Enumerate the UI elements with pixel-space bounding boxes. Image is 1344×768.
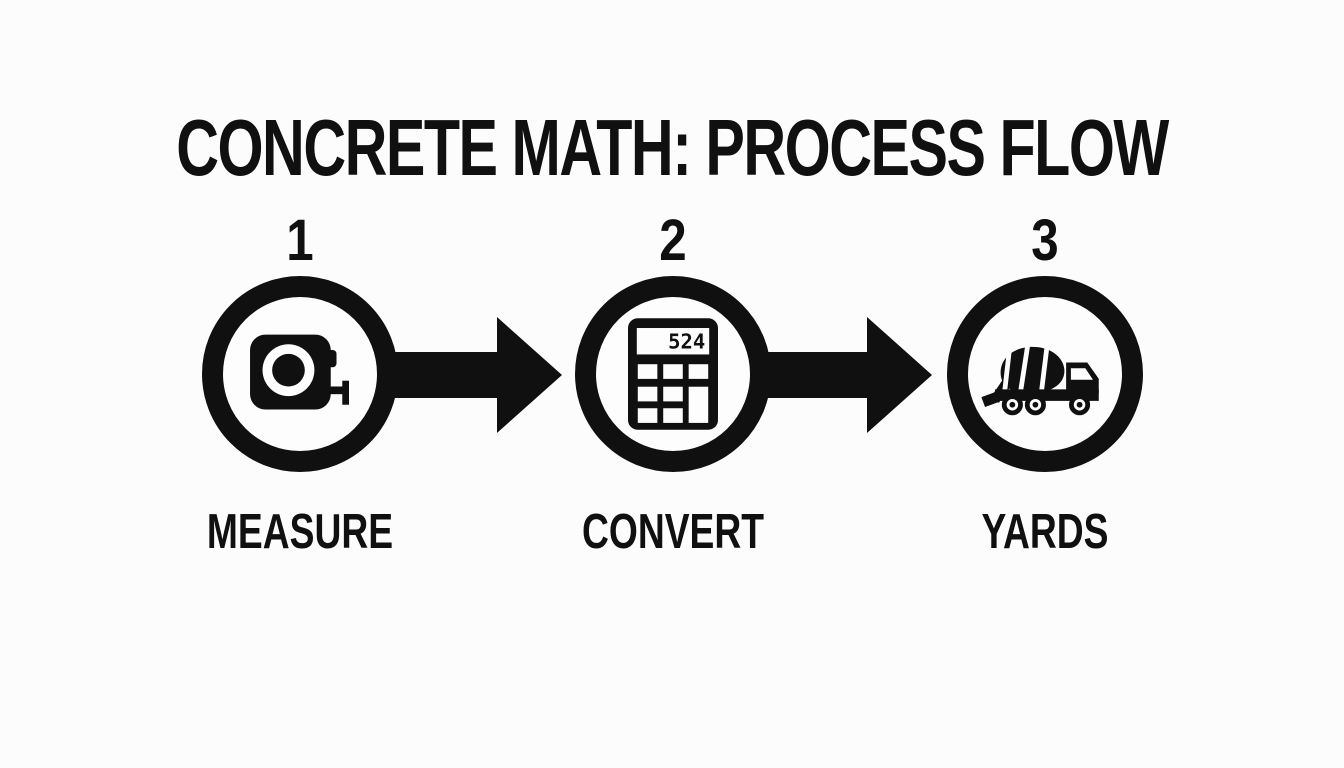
step-circle (575, 276, 771, 472)
diagram-title-text: CONCRETE MATH: PROCESS FLOW (176, 103, 1168, 192)
step-circle (202, 276, 398, 472)
step-yards (885, 208, 1205, 560)
step-number: 3 (1031, 208, 1059, 273)
diagram-title (0, 102, 1344, 194)
step-label: MEASURE (206, 505, 394, 559)
tape-measure-icon (246, 325, 354, 423)
concrete-mixer-truck-icon (977, 326, 1113, 422)
step-label: CONVERT (581, 505, 765, 559)
calculator-icon (628, 318, 718, 430)
step-number: 2 (659, 208, 687, 273)
step-number: 1 (286, 208, 314, 273)
step-circle (947, 276, 1143, 472)
step-label: YARDS (981, 505, 1109, 559)
calculator-display-value: 524 (668, 329, 706, 354)
